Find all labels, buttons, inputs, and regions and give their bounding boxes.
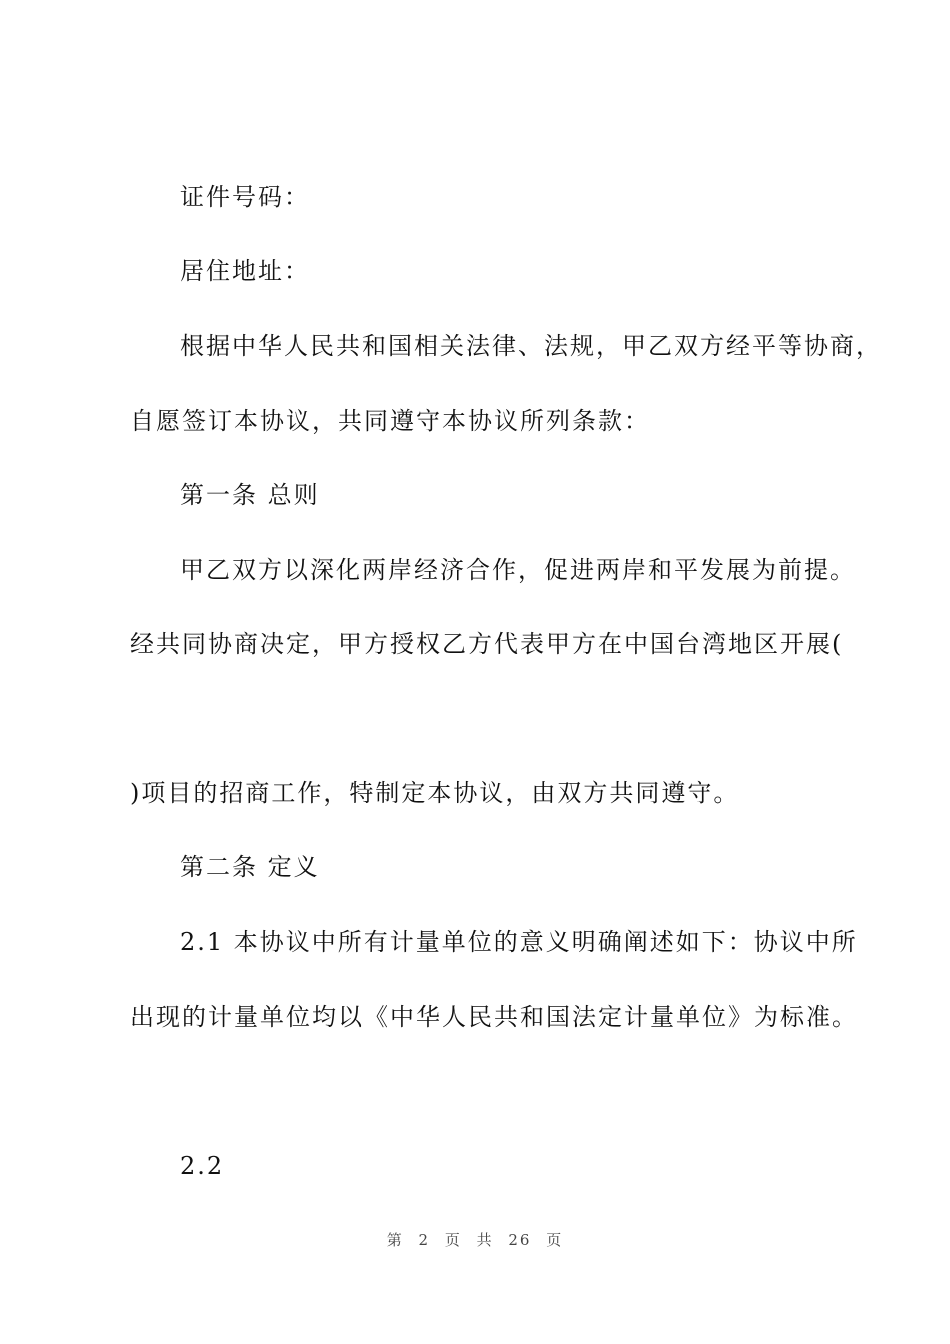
paragraph-line: 自愿签订本协议，共同遵守本协议所列条款： (130, 407, 650, 435)
clause-number: 2.2 (180, 1152, 225, 1180)
section-heading: 第二条 定义 (180, 853, 320, 881)
paragraph-line: 2.1 本协议中所有计量单位的意义明确阐述如下：协议中所 (180, 928, 858, 956)
page-number-footer: 第 2 页 共 26 页 (386, 1231, 564, 1249)
id-number-label: 证件号码： (180, 183, 310, 211)
paragraph-line: )项目的招商工作，特制定本协议，由双方共同遵守。 (130, 779, 740, 807)
paragraph-line: 甲乙双方以深化两岸经济合作，促进两岸和平发展为前提。 (180, 556, 856, 584)
paragraph-line: 出现的计量单位均以《中华人民共和国法定计量单位》为标准。 (130, 1003, 858, 1031)
section-heading: 第一条 总则 (180, 481, 320, 509)
paragraph-line: 经共同协商决定，甲方授权乙方代表甲方在中国台湾地区开展( (130, 630, 844, 658)
paragraph-line: 根据中华人民共和国相关法律、法规，甲乙双方经平等协商， (180, 332, 882, 360)
address-label: 居住地址： (180, 257, 310, 285)
